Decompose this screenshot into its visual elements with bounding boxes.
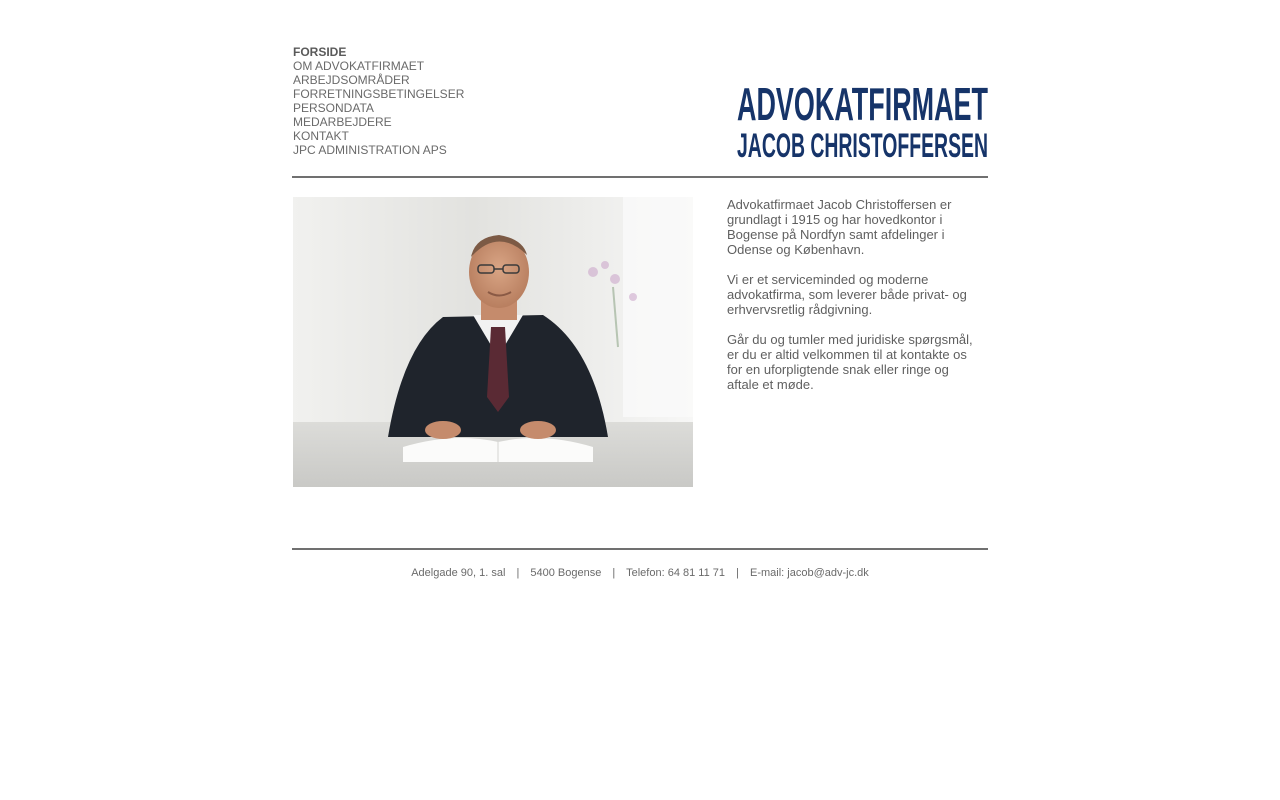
intro-paragraph: Går du og tumler med juridiske spørgsmål, er du er altid velkommen til at kontakte os for en uforpligtende snak eller ringe og aftale et møde.	[727, 332, 973, 392]
intro-paragraph: Vi er et serviceminded og moderne advokatfirma, som leverer både privat- og erhvervsretlig rådgivning.	[727, 272, 967, 317]
footer-address: Adelgade 90, 1. sal	[411, 567, 506, 579]
logo-line-1	[737, 78, 988, 130]
nav-item-persondata[interactable]: PERSONDATA	[293, 101, 374, 115]
nav-item-forside[interactable]: FORSIDE	[293, 45, 347, 59]
header-divider	[292, 176, 988, 178]
nav-item-arbejdsomraader[interactable]: ARBEJDSOMRÅDER	[293, 73, 410, 87]
main-navigation	[293, 45, 593, 157]
intro-paragraph: Advokatfirmaet Jacob Christoffersen er grundlagt i 1915 og har hovedkontor i Bogense på Nordfyn samt afdelinger i Odense og København.	[727, 197, 952, 257]
nav-item-kontakt[interactable]: KONTAKT	[293, 129, 349, 143]
logo-line-2-text: JACOB CHRISTOFFERSEN	[737, 127, 988, 165]
logo-line-2	[737, 127, 988, 165]
nav-item-medarbejdere[interactable]: MEDARBEJDERE	[293, 115, 392, 129]
footer-divider	[292, 548, 988, 550]
footer-city: 5400 Bogense	[530, 567, 602, 579]
intro-text	[727, 197, 982, 407]
footer-email-link[interactable]: E-mail: jacob@adv-jc.dk	[750, 567, 869, 579]
nav-item-forretningsbetingelser[interactable]: FORRETNINGSBETINGELSER	[293, 87, 465, 101]
footer-phone: Telefon: 64 81 11 71	[626, 567, 726, 579]
firm-logo[interactable]	[737, 78, 988, 165]
footer-separator: |	[736, 567, 739, 579]
footer-separator: |	[612, 567, 616, 579]
footer-contact-bar	[0, 566, 1280, 580]
nav-item-om-advokatfirmaet[interactable]: OM ADVOKATFIRMAET	[293, 59, 425, 73]
portrait-illustration	[293, 197, 693, 487]
logo-line-1-text: ADVOKATFIRMAET	[737, 78, 988, 130]
lawyer-portrait-photo	[293, 197, 693, 487]
nav-item-jpc-administration[interactable]: JPC ADMINISTRATION APS	[293, 143, 447, 157]
footer-separator: |	[516, 567, 520, 579]
